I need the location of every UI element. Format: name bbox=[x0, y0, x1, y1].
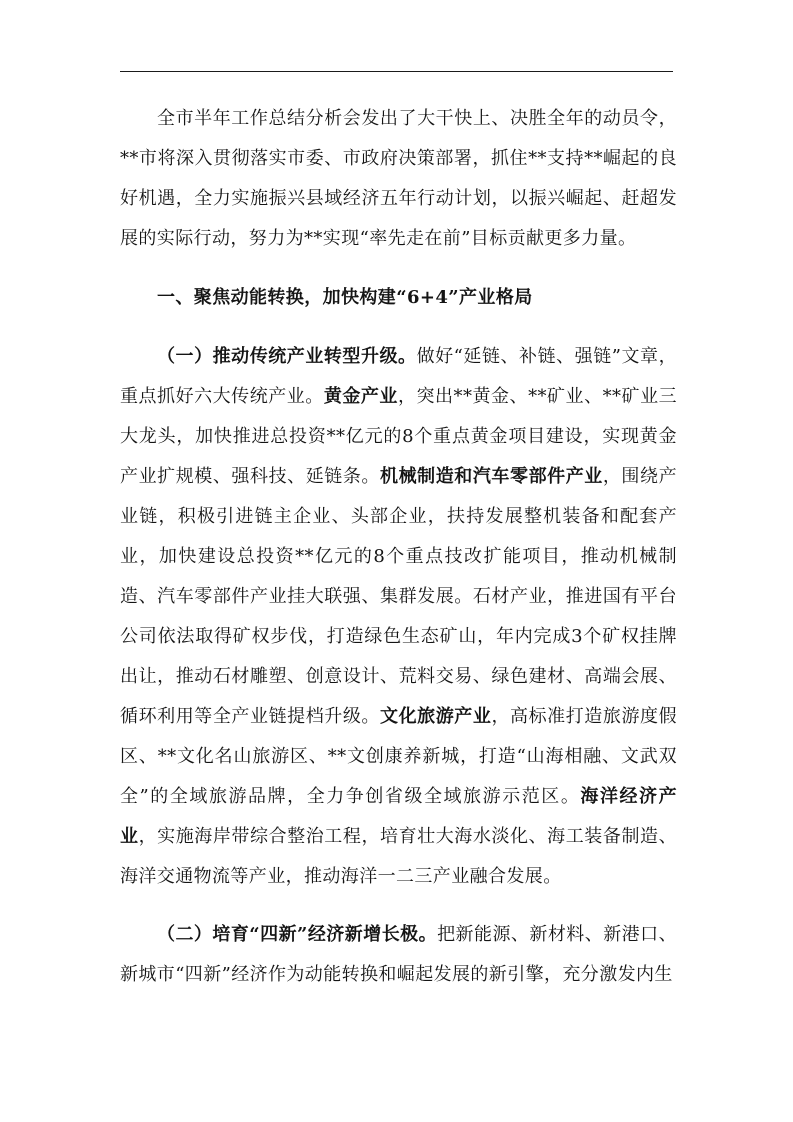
marine-industry-text: ，实施海岸带综合整治工程，培育壮大海水淡化、海工装备制造、海洋交通物流等产业，推动海洋一二三产业融合发展。 bbox=[120, 826, 677, 887]
machinery-industry-text: ，围绕产业链，积极引进链主企业、头部企业，扶持发展整机装备和配套产业，加快建设总投资**亿元的8个重点技改扩能项目，推动机械制造、汽车零部件产业挂大联强、集群发展。石材产业，推进国有平台公司依法取得矿权步伐，打造绿色生态矿山，年内完成3个矿权挂牌出让，推动石材雕塑、创意设计、荒料交易、绿色建材、高端会展、循环利用等全产业链提档升级。 bbox=[120, 466, 677, 727]
tourism-industry-text: ，高标准打造旅游度假区、**文化名山旅游区、**文创康养新城，打造“山海相融、文武双全”的全域旅游品牌，全力争创省级全域旅游示范区。 bbox=[120, 706, 677, 807]
machinery-industry-label: 机械制造和汽车零部件产业 bbox=[380, 466, 603, 487]
intro-text: 全市半年工作总结分析会发出了大干快上、决胜全年的动员令，**市将深入贯彻落实市委、市政府决策部署，抓住**支持**崛起的良好机遇，全力实施振兴县域经济五年行动计划，以振兴崛起、赶超发展的实际行动，努力为**实现“率先走在前”目标贡献更多力量。 bbox=[120, 108, 677, 249]
header-rule bbox=[120, 71, 673, 72]
tourism-industry-label: 文化旅游产业 bbox=[380, 706, 492, 727]
subsection-1-label: （一）推动传统产业转型升级。 bbox=[157, 346, 417, 367]
subsection-2-paragraph bbox=[120, 915, 677, 995]
section-heading-1: 一、聚焦动能转换，加快构建“6+4”产业格局 bbox=[157, 287, 533, 308]
gold-industry-label: 黄金产业 bbox=[323, 386, 398, 407]
document-body bbox=[120, 99, 677, 995]
intro-paragraph bbox=[120, 99, 677, 259]
subsection-2-label: （二）培育“四新”经济新增长极。 bbox=[157, 924, 438, 945]
marine-industry-label: 海洋经济产业 bbox=[120, 786, 677, 847]
subsection-2-text: 把新能源、新材料、新港口、新城市“四新”经济作为动能转换和崛起发展的新引擎，充分激发内生 bbox=[120, 924, 678, 985]
subsection-1-text-1: 做好“延链、补链、强链”文章，重点抓好六大传统产业。 bbox=[120, 346, 677, 407]
gold-industry-text: ，突出**黄金、**矿业、**矿业三大龙头，加快推进总投资**亿元的8个重点黄金项目建设，实现黄金产业扩规模、强科技、延链条。 bbox=[120, 386, 677, 487]
subsection-1-paragraph bbox=[120, 337, 677, 897]
